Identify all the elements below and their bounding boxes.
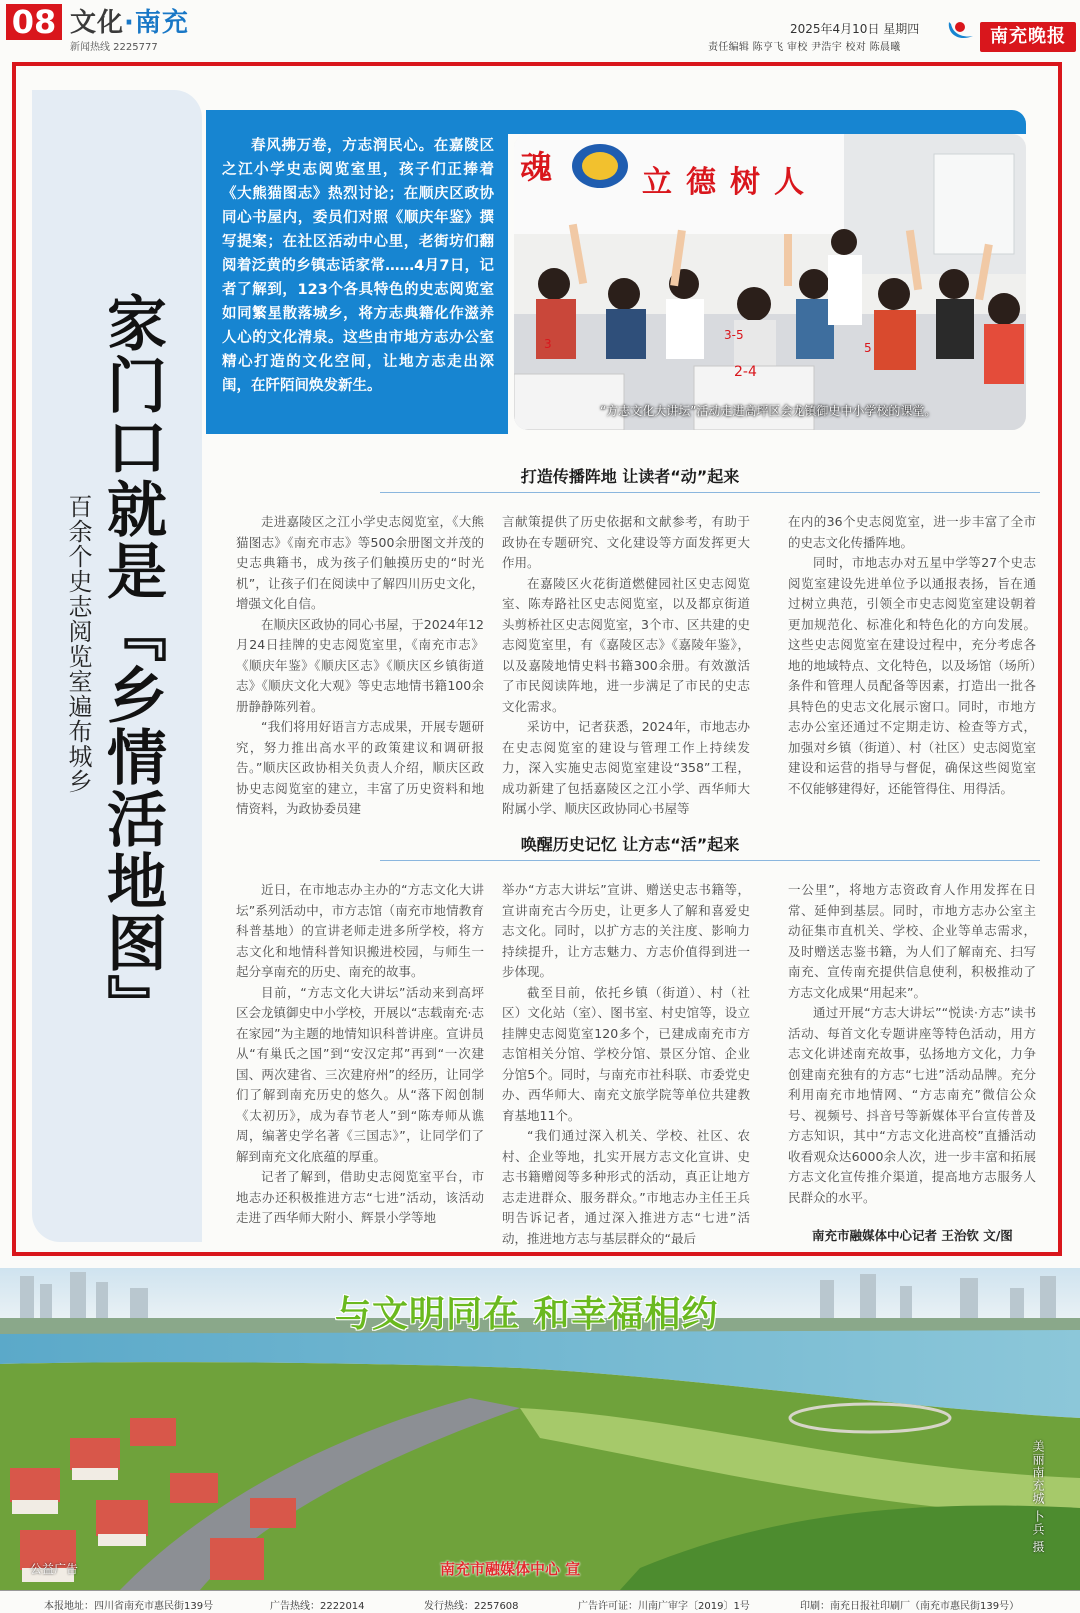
text-column [502, 880, 750, 1249]
paragraph: 在嘉陵区火花街道燃健园社区史志阅览室、陈寿路社区史志阅览室，以及都京街道头剪桥社区史志阅览室，3个市、区共建的史志阅览室里，有《嘉陵区志》《嘉陵年鉴》，以及嘉陵地情史料书籍300余册。有效激活了市民阅读阵地，进一步满足了市民的史志文化需求。 [502, 575, 750, 714]
section-heading: 打造传播阵地 让读者“动”起来 [520, 467, 740, 486]
text-column [788, 880, 1036, 1208]
section-title [70, 2, 189, 39]
issue-date: 2025年4月10日 星期四 [790, 22, 920, 36]
paragraph: 一公里”，将地方志资政育人作用发挥在日常、延伸到基层。同时，市地方志办公室主动征集市直机关、学校、企业等单志需求，及时赠送志鉴书籍，为人们了解南充、扫写南充、宣传南充提供信息使利，积极推动了方志文化成果“用起来”。 [788, 882, 1036, 1000]
desk-label: 2-4 [734, 364, 757, 380]
text-column [788, 512, 1036, 799]
byline: 南充市融媒体中心记者 王治钦 文/图 [812, 1228, 1013, 1243]
paragraph: “我们通过深入机关、学校、社区、农村、企业等地，扎实开展方志文化宣讲、史志书籍赠阅等多种形式的活动，真正让地方志走进群众、服务群众。”市地志办主任王兵明告诉记者，通过深入推进方志“七进”活动，推进地方志与基层群众的“最后 [502, 1128, 750, 1246]
logo-swoosh-icon [945, 18, 975, 44]
desk-label: 3 [544, 337, 552, 351]
section-dot: · [124, 8, 135, 38]
section-divider [380, 492, 1040, 493]
classroom-photo [514, 134, 1026, 430]
photo-caption: “方志文化大讲坛”活动走进高坪区会龙镇御史中小学校的课堂。 [600, 404, 937, 418]
footer-ad-hotline: 广告热线：2222014 [270, 1601, 365, 1612]
desk-label: 5 [864, 341, 872, 355]
paragraph: 走进嘉陵区之江小学史志阅览室，《大熊猫图志》《南充市志》等500余册图文并茂的史志典籍书，成为孩子们触摸历史的“时光机”，让孩子们在阅读中了解四川历史文化，增强文化自信。 [236, 514, 484, 611]
paragraph: 截至目前，依托乡镇（街道）、村（社区）文化站（室）、图书室、村史馆等，设立挂牌史志阅览室120多个，已建成南充市方志馆相关分馆、学校分馆、景区分馆、企业分馆5个。同时，与南充市社科联、市委党史办、西华师大、南充文旅学院等单位共建教育基地11个。 [502, 984, 750, 1123]
section-heading: 唤醒历史记忆 让方志“活”起来 [520, 835, 740, 854]
paragraph: 言献策提供了历史依据和文献参考，有助于政协在专题研究、文化建设等方面发挥更大作用。 [502, 514, 750, 570]
footer-address: 本报地址：四川省南充市惠民街139号 [44, 1601, 214, 1612]
paragraph: 近日，在市地志办主办的“方志文化大讲坛”系列活动中，市方志馆（南充市地情教育科普基地）的宣讲老师走进多所学校，将方志文化和地情科普知识搬进校园，与师生一起分享南充的历史、南充的故事。 [236, 882, 484, 979]
banner-right-text: 立德树人 [642, 165, 818, 200]
section-suffix: 南充 [134, 8, 189, 38]
editors-credit: 责任编辑 陈亨飞 审校 尹浩宇 校对 陈晨曦 [708, 42, 901, 53]
news-hotline: 新闻热线 2225777 [70, 42, 158, 53]
paragraph: 通过开展“方志大讲坛”“悦读·方志”读书活动、每首文化专题讲座等特色活动，用方志文化讲述南充故事，弘扬地方文化，力争创建南充独有的方志“七进”活动品牌。充分利用南充市地情网、“方志南充”微信公众号、视频号、抖音号等新媒体平台宣传普及方志知识，其中“方志文化进高校”直播活动收看观众达6000余人次，进一步丰富和拓展方志文化宣传推介渠道，提高地方志服务人民群众的水平。 [788, 1005, 1036, 1205]
footer-distribution-hotline: 发行热线：2257608 [424, 1601, 519, 1612]
section-divider [380, 860, 1040, 861]
newspaper-logo: 南充晚报 [980, 22, 1076, 52]
page-number: 08 [6, 4, 62, 40]
footer-ad-license: 广告许可证：川南广审字〔2019〕1号 [578, 1601, 750, 1612]
footer-printer: 印刷：南充日报社印刷厂（南充市惠民街139号） [800, 1601, 1020, 1612]
ad-slogan: 与文明同在 和幸福相约 [335, 1294, 719, 1335]
paragraph: 在顺庆区政协的同心书屋，于2024年12月24日挂牌的史志阅览室里，《南充市志》《顺庆年鉴》《顺庆区志》《顺庆区乡镇街道志》《顺庆文化大观》等史志地情书籍100余册静静陈列着。 [236, 616, 484, 714]
article-lead: 春风拂万卷，方志润民心。在嘉陵区之江小学史志阅览室里，孩子们正捧着《大熊猫图志》热烈讨论；在顺庆区政协同心书屋内，委员们对照《顺庆年鉴》撰写提案；在社区活动中心里，老街坊们翻阅着泛黄的乡镇志话家常……4月7日，记者了解到，123个各具特色的史志阅览室如同繁星散落城乡，将方志典籍化作滋养人心的文化清泉。这些由市地方志办公室精心打造的文化空间，让地方志走出深闺，在阡陌间焕发新生。 [222, 138, 494, 394]
article-subheadline: 百余个史志阅览室遍布城乡 [64, 494, 92, 794]
article-headline: 家门口就是『乡情活地图』 [97, 292, 167, 1036]
text-column [502, 512, 750, 820]
paragraph: “我们将用好语言方志成果，开展专题研究，努力推出高水平的政策建议和调研报告。”顺庆区政协相关负责人介绍，顺庆区政协史志阅览室的建立，丰富了历史资料和地情资料，为政协委员建 [236, 719, 484, 816]
paragraph: 举办“方志大讲坛”宣讲、赠送史志书籍等，宣讲南充古今历史，让更多人了解和喜爱史志文化。同时，以扩方志的关注度、影响力持续提升，让方志魅力、方志价值得到进一步体现。 [502, 882, 750, 979]
ad-label: 公益广告 [30, 1562, 79, 1576]
ad-credit: 南充市融媒体中心 宣 [440, 1560, 581, 1578]
desk-label: 3-5 [724, 328, 744, 342]
paragraph: 在内的36个史志阅览室，进一步丰富了全市的史志文化传播阵地。 [788, 514, 1036, 550]
paragraph: 记者了解到，借助史志阅览室平台，市地志办还积极推进方志“七进”活动，该活动走进了西华师大附小、辉景小学等地 [236, 1169, 484, 1225]
section-prefix: 文化 [70, 8, 125, 38]
paragraph: 同时，市地志办对五星中学等27个史志阅览室建设先进单位予以通报表扬，旨在通过树立典范，引领全市史志阅览室建设朝着更加规范化、标准化和特色化的方向发展。这些史志阅览室在建设过程中，充分考虑各地的地域特点、文化特色，以及场馆（场所）条件和管理人员配备等因素，打造出一批各具特色的史志文化展示窗口。同时，市地方志办公室还通过不定期走访、检查等方式，加强对乡镇（街道）、村（社区）史志阅览室建设和运营的指导与督促，确保这些阅览室不仅能够建得好，还能管得住、用得活。 [788, 555, 1036, 796]
text-column [236, 512, 484, 820]
banner-left-text: 魂 [520, 148, 553, 186]
ad-photo-credit: 美丽南充城 卜兵 摄 [1031, 1440, 1045, 1554]
text-column [236, 880, 484, 1229]
paragraph: 目前，“方志文化大讲坛”活动来到高坪区会龙镇御史中小学校，开展以“志载南充·志在家园”为主题的地情知识科普讲座。宣讲员从“有巢氏之国”到“安汉定邦”再到“一次建国、两次建省、三次建府州”的经历，让同学们了解到南充历史的悠久。从“落下闳创制《太初历》，成为春节老人”到“陈寿师从谯周，编著史学名著《三国志》”，让同学们了解到南充文化底蕴的厚重。 [236, 984, 484, 1164]
paragraph: 采访中，记者获悉，2024年，市地志办在史志阅览室的建设与管理工作上持续发力，深入实施史志阅览室建设“358”工程，成功新建了包括嘉陵区之江小学、西华师大附属小学、顺庆区政协同心书屋等 [502, 719, 750, 816]
